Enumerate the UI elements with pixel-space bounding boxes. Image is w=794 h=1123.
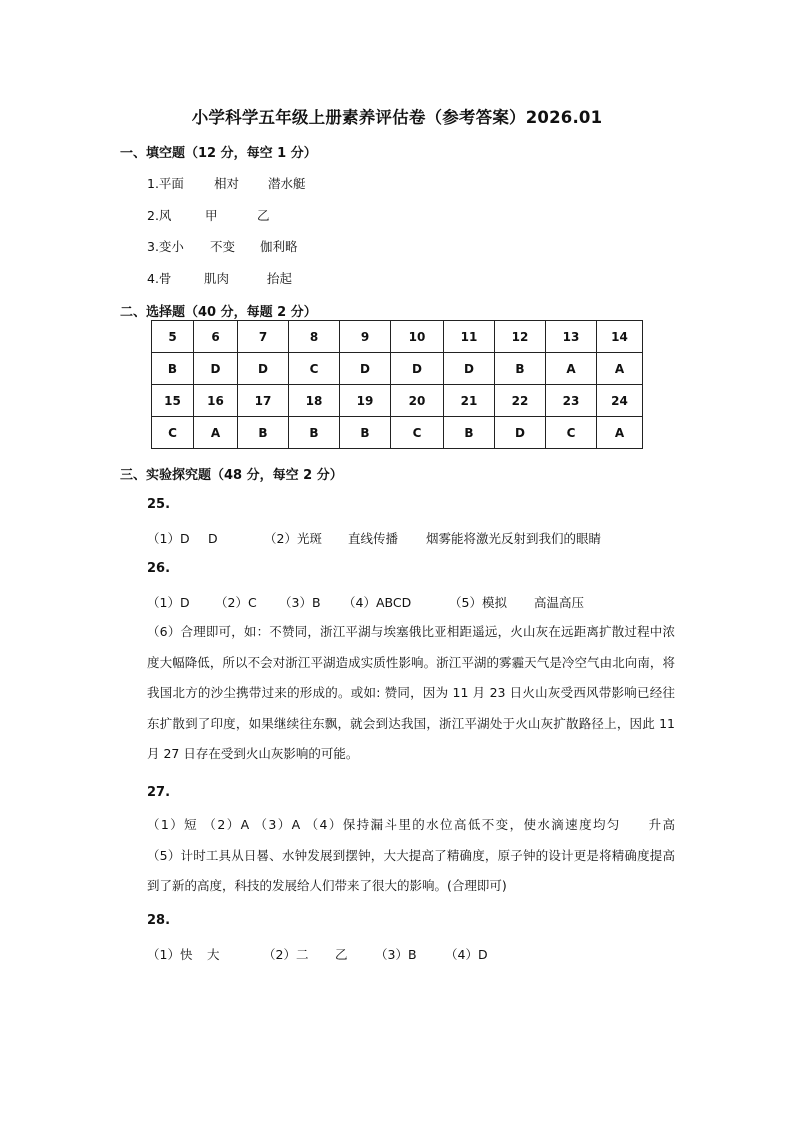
answer-text: 烟雾能将激光反射到我们的眼睛 xyxy=(426,531,602,546)
question-27-answers xyxy=(147,810,713,902)
question-number-cell: 6 xyxy=(194,321,238,353)
answer-text: （2）二 xyxy=(263,947,309,962)
question-25-number: 25. xyxy=(147,497,171,512)
fill-answer-1 xyxy=(147,174,306,192)
section2-heading: 二、选择题（40 分，每题 2 分） xyxy=(120,305,317,320)
answer-letter-cell: B xyxy=(444,417,495,449)
question-number-cell: 5 xyxy=(152,321,194,353)
question-number-cell: 21 xyxy=(444,385,495,417)
answer-text: 伽利略 xyxy=(260,239,298,254)
answer-paragraph: （1）短 （2）A （3）A （4）保持漏斗里的水位高低不变，使水滴速度均匀 升高 （5）计时工具从日晷、水钟发展到摆钟，大大提高了精确度，原子钟的设计更是将精确度提高到了新的高度，科技的发展给人们带来了很大的影响。(合理即可) xyxy=(147,817,713,894)
answer-letter-cell: B xyxy=(289,417,340,449)
question-26-number: 26. xyxy=(147,561,171,576)
question-number-cell: 10 xyxy=(391,321,444,353)
answer-letter-cell: C xyxy=(546,417,597,449)
answer-text: （1）D xyxy=(147,531,190,546)
answer-text: （3）B xyxy=(375,947,417,962)
fill-answer-3 xyxy=(147,237,298,255)
question-number-cell: 8 xyxy=(289,321,340,353)
question-27-number: 27. xyxy=(147,785,171,800)
answer-text: 不变 xyxy=(210,239,236,254)
answer-letter-cell: D xyxy=(391,353,444,385)
answer-letter-cell: A xyxy=(597,353,643,385)
answer-text: （1）快 xyxy=(147,947,193,962)
section3-heading: 三、实验探究题（48 分，每空 2 分） xyxy=(120,468,343,483)
answer-text: D xyxy=(208,531,218,546)
answer-letter-cell: D xyxy=(495,417,546,449)
answer-text: 大 xyxy=(207,947,220,962)
answer-text: （2）C xyxy=(215,595,257,610)
answer-letter-cell: B xyxy=(238,417,289,449)
question-28-answers xyxy=(147,945,488,963)
answer-text: 高温高压 xyxy=(534,595,585,610)
answer-text: （3）B xyxy=(279,595,321,610)
answer-text: （4）D xyxy=(445,947,488,962)
question-28-number: 28. xyxy=(147,913,171,928)
answer-text: 乙 xyxy=(257,208,270,223)
answer-letter-cell: D xyxy=(194,353,238,385)
question-26-answers xyxy=(147,593,584,611)
answer-letter-cell: B xyxy=(340,417,391,449)
answer-letter-cell: D xyxy=(238,353,289,385)
answer-text: 相对 xyxy=(214,176,240,191)
answer-text: （1）D xyxy=(147,595,190,610)
question-number-cell: 20 xyxy=(391,385,444,417)
fill-answer-2 xyxy=(147,206,270,224)
question-number-cell: 18 xyxy=(289,385,340,417)
answer-text: 2.风 xyxy=(147,208,172,223)
answer-letter-cell: B xyxy=(495,353,546,385)
answer-text: 抬起 xyxy=(267,271,293,286)
answer-text: 1.平面 xyxy=(147,176,184,191)
answer-text: 肌肉 xyxy=(204,271,230,286)
answer-letter-cell: C xyxy=(289,353,340,385)
question-number-cell: 17 xyxy=(238,385,289,417)
answer-text: 直线传播 xyxy=(348,531,399,546)
question-number-cell: 22 xyxy=(495,385,546,417)
question-number-cell: 13 xyxy=(546,321,597,353)
question-number-cell: 14 xyxy=(597,321,643,353)
answer-text: 乙 xyxy=(335,947,348,962)
question-number-cell: 23 xyxy=(546,385,597,417)
answer-text: （4）ABCD xyxy=(343,595,412,610)
answer-text: （5）模拟 xyxy=(449,595,507,610)
question-25-answers xyxy=(147,529,601,547)
answer-text: 潜水艇 xyxy=(268,176,306,191)
answer-letter-row xyxy=(152,417,643,449)
question-number-row xyxy=(152,321,643,353)
answer-letter-row xyxy=(152,353,643,385)
question-number-row xyxy=(152,385,643,417)
answer-text: （2）光斑 xyxy=(264,531,322,546)
question-number-cell: 9 xyxy=(340,321,391,353)
question-number-cell: 15 xyxy=(152,385,194,417)
question-number-cell: 12 xyxy=(495,321,546,353)
answer-letter-cell: D xyxy=(444,353,495,385)
choice-answer-table xyxy=(151,320,643,449)
fill-answer-4 xyxy=(147,269,292,287)
page-title: 小学科学五年级上册素养评估卷（参考答案）2026.01 xyxy=(191,108,603,127)
answer-letter-cell: A xyxy=(597,417,643,449)
question-number-cell: 19 xyxy=(340,385,391,417)
answer-letter-cell: C xyxy=(391,417,444,449)
answer-text: 4.骨 xyxy=(147,271,172,286)
answer-letter-cell: C xyxy=(152,417,194,449)
question-number-cell: 24 xyxy=(597,385,643,417)
answer-letter-cell: A xyxy=(194,417,238,449)
question-number-cell: 16 xyxy=(194,385,238,417)
question-26-explanation xyxy=(147,617,675,770)
question-number-cell: 11 xyxy=(444,321,495,353)
section1-heading: 一、填空题（12 分，每空 1 分） xyxy=(120,146,317,161)
answer-letter-cell: D xyxy=(340,353,391,385)
question-number-cell: 7 xyxy=(238,321,289,353)
answer-paragraph: （6）合理即可，如：不赞同，浙江平湖与埃塞俄比亚相距遥远，火山灰在远距离扩散过程中浓度大幅降低，所以不会对浙江平湖造成实质性影响。浙江平湖的雾霾天气是冷空气由北向南，将我国北方的沙尘携带过来的形成的。或如: 赞同，因为 11 月 23 日火山灰受西风带影响已经往东扩散到了印度，如果继续往东飘，就会到达我国，浙江平湖处于火山灰扩散路径上，因此 11 月 27 日存在受到火山灰影响的可能。 xyxy=(147,624,675,762)
answer-letter-cell: A xyxy=(546,353,597,385)
answer-letter-cell: B xyxy=(152,353,194,385)
answer-text: 3.变小 xyxy=(147,239,184,254)
answer-text: 甲 xyxy=(205,208,218,223)
